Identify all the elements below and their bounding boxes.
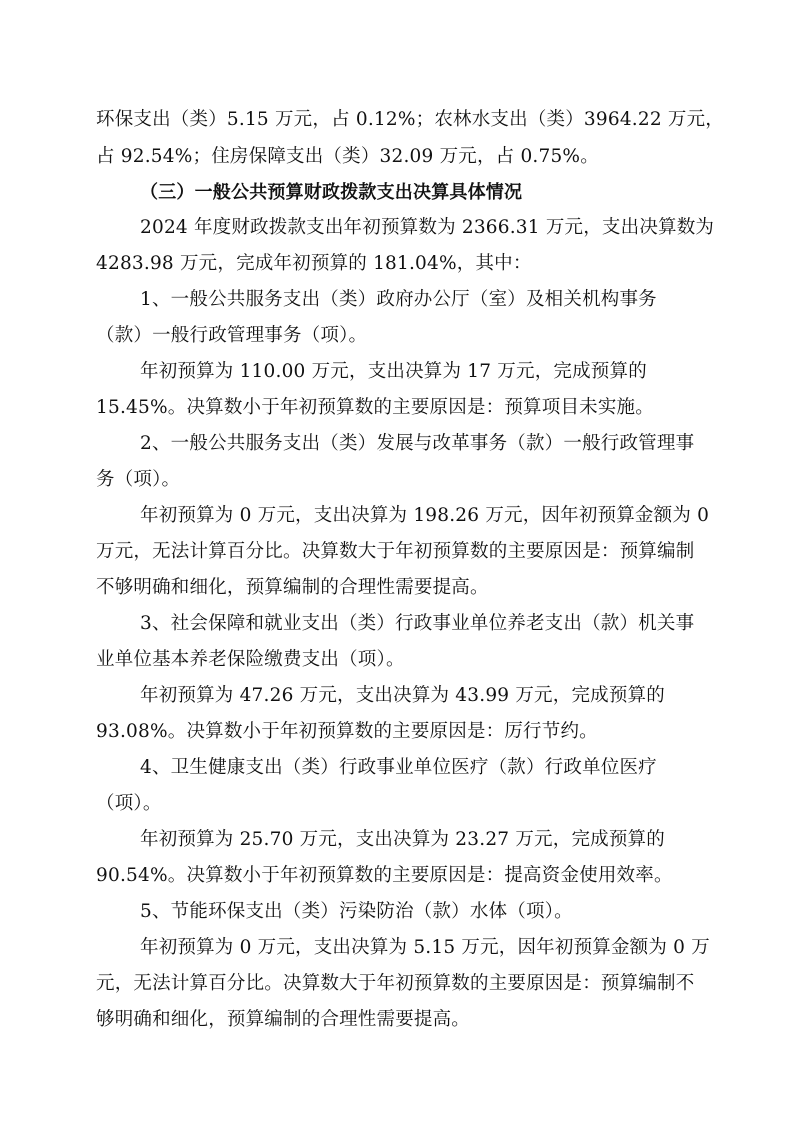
item-title-line: 2、一般公共服务支出（类）发展与改革事务（款）一般行政管理事	[140, 433, 695, 454]
item-body-line: 年初预算为 0 万元，支出决算为 198.26 万元，因年初预算金额为 0	[140, 505, 710, 526]
paragraph-line: 占 92.54%；住房保障支出（类）32.09 万元，占 0.75%。	[96, 146, 599, 167]
item-body-line: 够明确和细化，预算编制的合理性需要提高。	[96, 1009, 471, 1030]
item-body-line: 元，无法计算百分比。决算数大于年初预算数的主要原因是：预算编制不	[96, 973, 695, 994]
item-title-line: 5、节能环保支出（类）污染防治（款）水体（项）。	[140, 901, 573, 922]
item-title-line: 4、卫生健康支出（类）行政事业单位医疗（款）行政单位医疗	[140, 757, 657, 778]
item-body-line: 年初预算为 25.70 万元，支出决算为 23.27 万元，完成预算的	[140, 829, 665, 850]
item-body-line: 90.54%。决算数小于年初预算数的主要原因是：提高资金使用效率。	[96, 865, 673, 886]
paragraph-line: 环保支出（类）5.15 万元，占 0.12%；农林水支出（类）3964.22 万元，	[96, 109, 725, 130]
item-title-line: 1、一般公共服务支出（类）政府办公厅（室）及相关机构事务	[140, 289, 657, 310]
item-title-line: 3、社会保障和就业支出（类）行政事业单位养老支出（款）机关事	[140, 613, 695, 634]
item-title-line: 业单位基本养老保险缴费支出（项）。	[96, 649, 405, 670]
item-body-line: 年初预算为 0 万元，支出决算为 5.15 万元，因年初预算金额为 0 万	[140, 937, 710, 958]
summary-line: 4283.98 万元，完成年初预算的 181.04%，其中：	[96, 253, 532, 274]
item-title-line: （款）一般行政管理事务（项）。	[96, 325, 368, 346]
item-body-line: 万元，无法计算百分比。决算数大于年初预算数的主要原因是：预算编制	[96, 541, 695, 562]
item-body-line: 15.45%。决算数小于年初预算数的主要原因是：预算项目未实施。	[96, 397, 654, 418]
section-heading: （三）一般公共预算财政拨款支出决算具体情况	[140, 182, 523, 203]
item-body-line: 不够明确和细化，预算编制的合理性需要提高。	[96, 577, 489, 598]
item-body-line: 年初预算为 47.26 万元，支出决算为 43.99 万元，完成预算的	[140, 685, 665, 706]
item-body-line: 93.08%。决算数小于年初预算数的主要原因是：厉行节约。	[96, 721, 598, 742]
item-title-line: （项）。	[96, 793, 162, 814]
item-title-line: 务（项）。	[96, 469, 181, 490]
summary-line: 2024 年度财政拨款支出年初预算数为 2366.31 万元，支出决算数为	[140, 217, 715, 238]
item-body-line: 年初预算为 110.00 万元，支出决算为 17 万元，完成预算的	[140, 361, 647, 382]
